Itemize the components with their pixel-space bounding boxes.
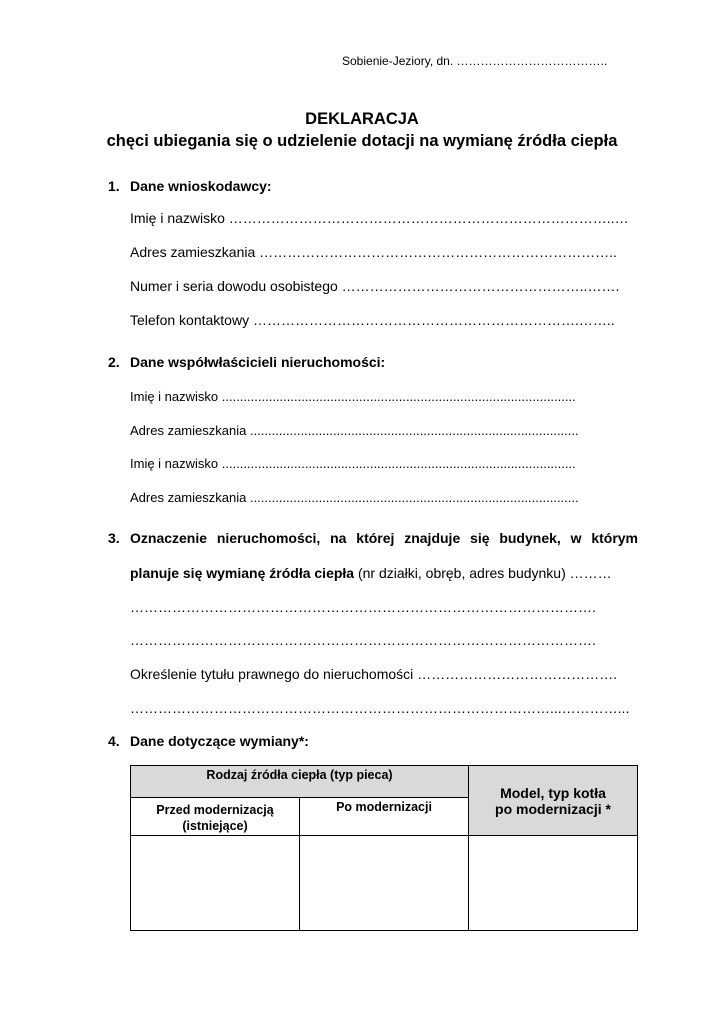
section-2-heading: Dane współwłaścicieli nieruchomości: [130, 354, 386, 370]
after-modernization-cell[interactable] [300, 836, 469, 931]
coowner-2-address-field[interactable]: Adres zamieszkania ........................................................................................... [130, 490, 579, 505]
section-3-heading-cont: planuje się wymianę źródła ciepła [130, 565, 355, 581]
property-description-field[interactable] [130, 565, 640, 581]
section-1-heading: Dane wnioskodawcy: [130, 178, 272, 194]
property-line-1[interactable]: ………………………………………………………………………………………. [130, 599, 596, 615]
section-2-number: 2. [108, 354, 120, 370]
before-modernization-cell[interactable] [131, 836, 300, 931]
document-title: DEKLARACJA [305, 110, 419, 128]
heat-source-group-header: Rodzaj źródła ciepła (typ pieca) [131, 766, 469, 798]
property-line-2[interactable]: ………………………………………………………………………………………. [130, 632, 596, 648]
property-hint: (nr działki, obręb, adres budynku) ……… [354, 565, 612, 581]
applicant-address-field[interactable]: Adres zamieszkania ………………………………………………………………….. [130, 244, 617, 260]
heading-word: którym [591, 530, 638, 546]
applicant-name-field[interactable]: Imię i nazwisko ………………………………………………………………………..… [130, 210, 629, 226]
model-cell[interactable] [469, 836, 638, 931]
model-header-line-2: po modernizacji * [495, 800, 611, 817]
heading-word: w [570, 530, 582, 546]
document-subtitle: chęci ubiegania się o udzielenie dotacji na wymianę źródła ciepła [106, 132, 618, 150]
section-1-number: 1. [108, 178, 120, 194]
model-header-line-1: Model, typ kotła [500, 784, 606, 801]
model-header [469, 766, 638, 836]
coowner-2-name-field[interactable]: Imię i nazwisko .................................................................................................. [130, 456, 576, 471]
section-3-heading [130, 530, 638, 546]
applicant-phone-field[interactable]: Telefon kontaktowy …………………………………………………………….…….. [130, 312, 615, 328]
coowner-1-address-field[interactable]: Adres zamieszkania ........................................................................................... [130, 423, 579, 438]
section-4-heading: Dane dotyczące wymiany*: [130, 733, 309, 749]
section-4-number: 4. [108, 733, 120, 749]
heading-word: znajduje [404, 530, 461, 546]
applicant-id-field[interactable]: Numer i seria dowodu osobistego ……………………………………………..……. [130, 278, 620, 294]
heading-word: której [356, 530, 395, 546]
legal-title-field[interactable]: Określenie tytułu prawnego do nieruchomości ……………………………………. [130, 666, 618, 682]
coowner-1-name-field[interactable]: Imię i nazwisko .................................................................................................. [130, 389, 576, 404]
after-modernization-header: Po modernizacji [300, 798, 469, 836]
heading-word: nieruchomości, [216, 530, 321, 546]
section-3-number: 3. [108, 530, 120, 546]
heading-word: Oznaczenie [130, 530, 208, 546]
legal-title-line[interactable]: ………………………………………………………………………………...…………... [130, 700, 630, 716]
place-date: Sobienie-Jeziory, dn. ……………………………….. [342, 54, 608, 68]
before-modernization-header: Przed modernizacją (istniejące) [131, 798, 300, 836]
heading-word: budynek, [499, 530, 561, 546]
heading-word: się [470, 530, 490, 546]
heading-word: na [330, 530, 347, 546]
replacement-table [130, 765, 638, 931]
